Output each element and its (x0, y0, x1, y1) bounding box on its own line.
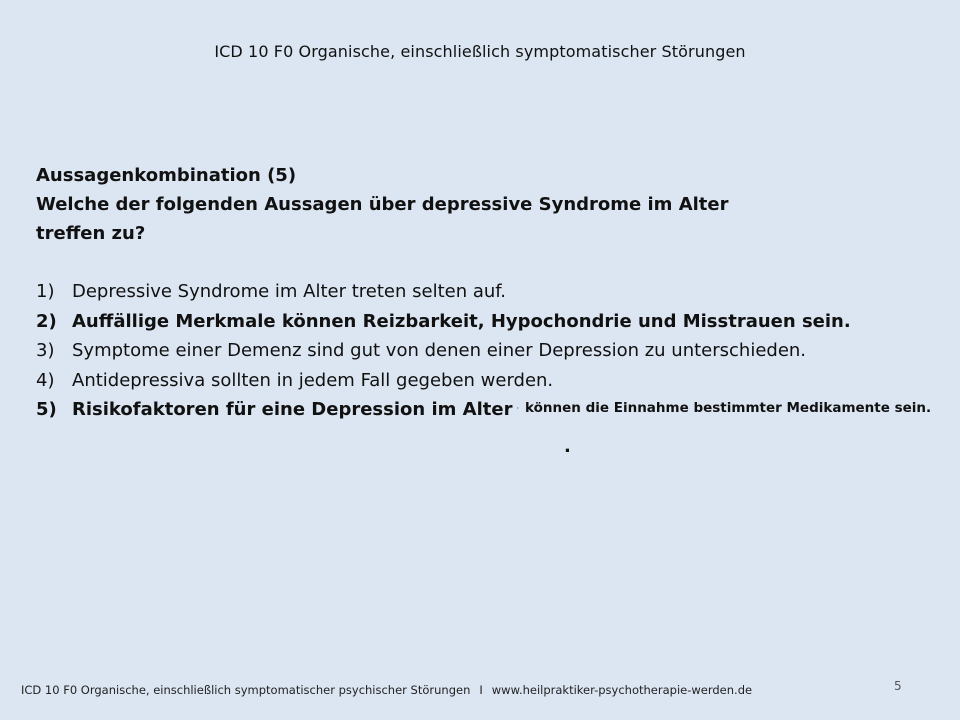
inline-dot: · (516, 404, 520, 413)
answer-text: Risikofaktoren für eine Depression im Alter (72, 399, 513, 420)
answer-number: 5) (36, 399, 57, 420)
answer-number: 3) (36, 340, 55, 361)
answer-2 (36, 307, 936, 337)
footer-url[interactable]: www.heilpraktiker-psychotherapie-werden.de (491, 683, 753, 697)
question-text: Welche der folgenden Aussagen über depressive Syndrome im Alter treffen zu? (36, 194, 729, 244)
answer-text: Symptome einer Demenz sind gut von denen einer Depression zu unterschieden. (72, 340, 807, 361)
stray-dot: . (564, 436, 571, 457)
answer-text: Depressive Syndrome im Alter treten selten auf. (72, 281, 507, 302)
answer-list (36, 277, 936, 428)
answer-text: Antidepressiva sollten in jedem Fall gegeben werden. (72, 369, 554, 391)
slide-title: ICD 10 F0 Organische, einschließlich symptomatischer Störungen (214, 42, 746, 61)
answer-number: 2) (36, 310, 57, 332)
answer-text: Auffällige Merkmale können Reizbarkeit, Hypochondrie und Misstrauen sein. (72, 310, 851, 332)
answer-number: 1) (36, 281, 55, 302)
answer-3 (36, 336, 936, 366)
answer-1 (36, 277, 936, 307)
footer (21, 683, 752, 697)
footer-title: ICD 10 F0 Organische, einschließlich symptomatischer psychischer Störungen (21, 683, 471, 697)
question-heading: Aussagenkombination (5) (36, 165, 297, 186)
answer-suffix: können die Einnahme bestimmter Medikamente sein. (525, 400, 932, 416)
answer-number: 4) (36, 369, 55, 391)
footer-separator: I (479, 683, 483, 697)
page-number: 5 (894, 679, 902, 693)
answer-5 (36, 395, 936, 428)
answer-4 (36, 366, 936, 396)
slide-content (36, 162, 936, 428)
